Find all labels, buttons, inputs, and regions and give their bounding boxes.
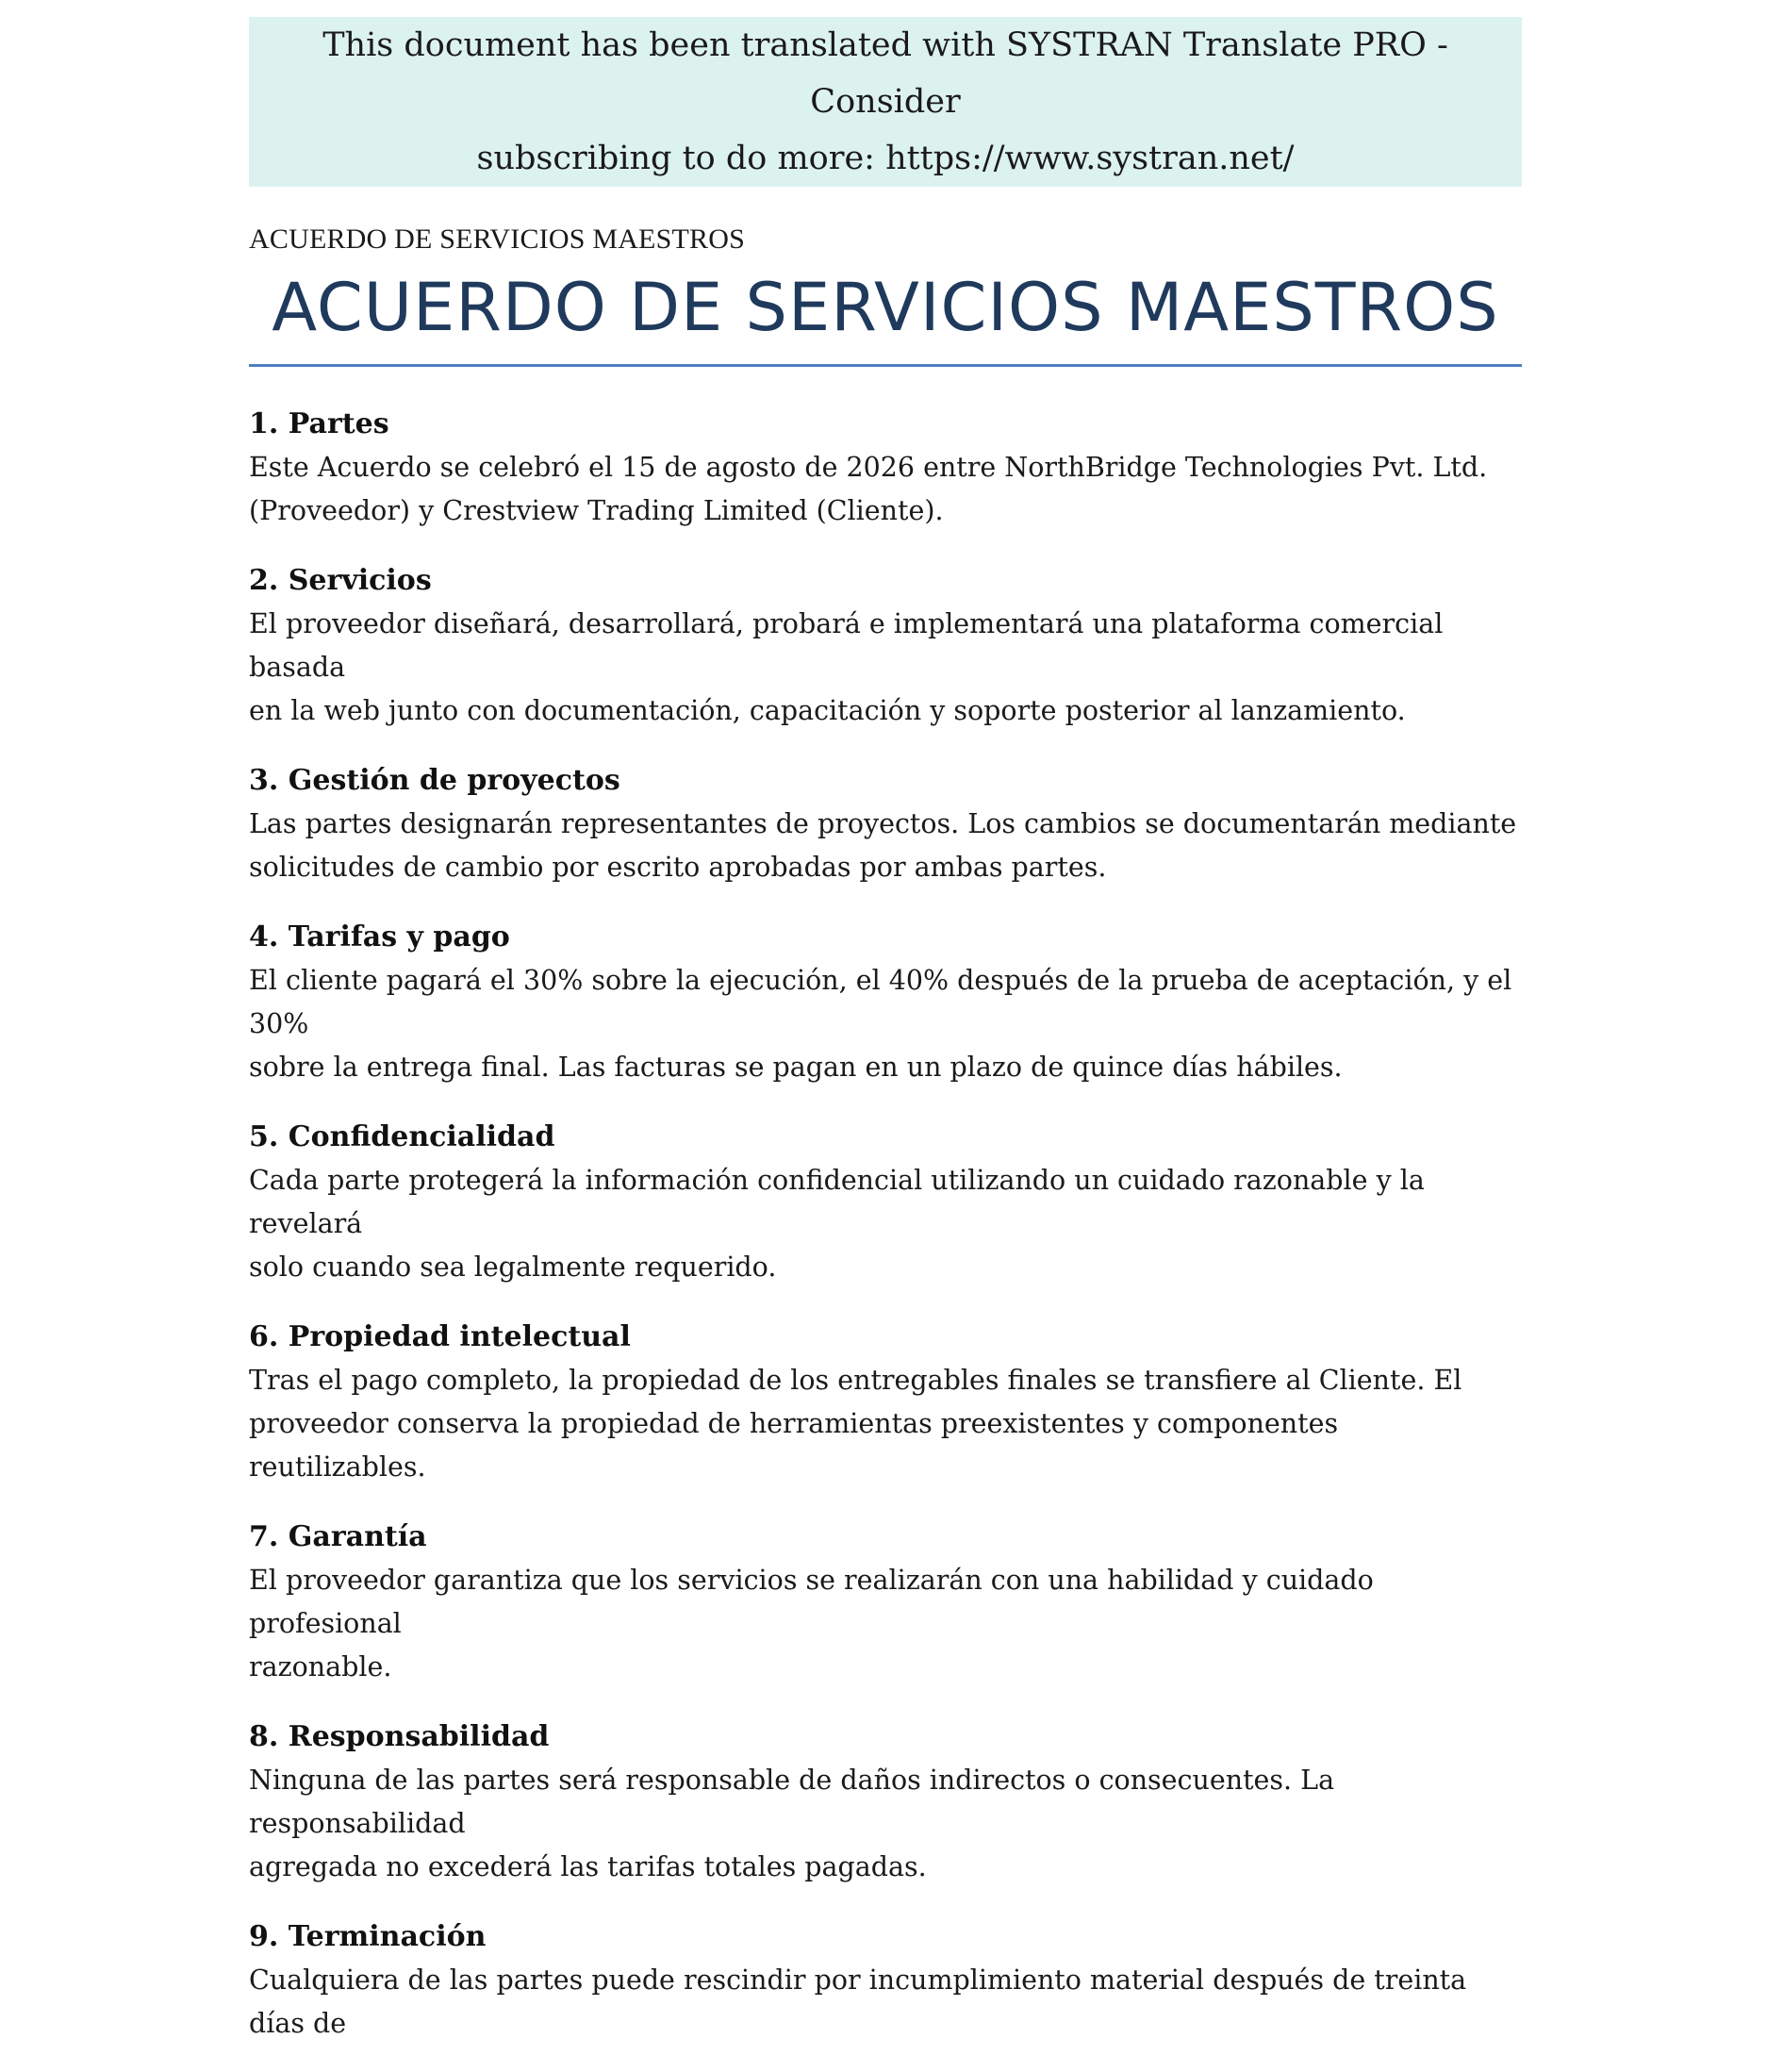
document-page <box>249 17 1522 2072</box>
section-line: Ninguna de las partes será responsable de daños indirectos o consecuentes. La responsabilidad <box>249 1765 1335 1839</box>
section-line: solo cuando sea legalmente requerido. <box>249 1251 777 1283</box>
section-line: (Proveedor) y Crestview Trading Limited (Cliente). <box>249 495 944 526</box>
section-line: El proveedor diseñará, desarrollará, probará e implementará una plataforma comercial basada <box>249 608 1444 683</box>
section-gestion-proyectos <box>249 759 1522 889</box>
section-line: El cliente pagará el 30% sobre la ejecución, el 40% después de la prueba de aceptación, y el 30% <box>249 965 1512 1039</box>
banner-line-2: subscribing to do more: https://www.systran.net/ <box>476 140 1295 177</box>
section-body <box>249 1159 1522 1289</box>
section-body <box>249 803 1522 889</box>
section-body <box>249 1359 1522 1489</box>
section-line: Cualquiera de las partes puede rescindir por incumplimiento material después de treinta días de <box>249 1964 1467 2039</box>
section-line: en la web junto con documentación, capacitación y soporte posterior al lanzamiento. <box>249 695 1406 726</box>
section-line: proveedor conserva la propiedad de herramientas preexistentes y componentes reutilizables. <box>249 1408 1339 1483</box>
section-body <box>249 1559 1522 1689</box>
section-heading: 3. Gestión de proyectos <box>249 764 620 797</box>
section-heading: 8. Responsabilidad <box>249 1720 550 1753</box>
section-line: Las partes designarán representantes de proyectos. Los cambios se documentarán mediante <box>249 808 1517 839</box>
section-body <box>249 446 1522 533</box>
section-body <box>249 603 1522 733</box>
section-body <box>249 1959 1522 2046</box>
section-line: razonable. <box>249 1651 392 1682</box>
section-line: Cada parte protegerá la información confidencial utilizando un cuidado razonable y la revelará <box>249 1165 1425 1239</box>
running-header: ACUERDO DE SERVICIOS MAESTROS <box>249 224 745 255</box>
title-underline <box>249 364 1522 367</box>
section-body <box>249 1759 1522 1889</box>
section-partes <box>249 403 1522 533</box>
section-line: Este Acuerdo se celebró el 15 de agosto de 2026 entre NorthBridge Technologies Pvt. Ltd. <box>249 452 1488 483</box>
section-confidencialidad <box>249 1116 1522 1289</box>
section-terminacion <box>249 1915 1522 2046</box>
section-line: solicitudes de cambio por escrito aprobadas por ambas partes. <box>249 852 1107 883</box>
section-heading: 7. Garantía <box>249 1520 427 1553</box>
section-heading: 4. Tarifas y pago <box>249 920 510 953</box>
section-propiedad-intelectual <box>249 1316 1522 1489</box>
document-title: ACUERDO DE SERVICIOS MAESTROS <box>272 269 1499 346</box>
section-heading: 6. Propiedad intelectual <box>249 1320 631 1353</box>
section-heading: 9. Terminación <box>249 1920 487 1953</box>
section-heading: 2. Servicios <box>249 564 432 597</box>
section-body <box>249 959 1522 1089</box>
section-heading: 1. Partes <box>249 407 389 440</box>
section-servicios <box>249 559 1522 733</box>
translation-banner <box>249 17 1522 187</box>
sections-container <box>249 403 1522 2046</box>
section-line: Tras el pago completo, la propiedad de los entregables finales se transfiere al Cliente. El <box>249 1365 1462 1396</box>
section-responsabilidad <box>249 1716 1522 1889</box>
section-line: El proveedor garantiza que los servicios se realizarán con una habilidad y cuidado profesional <box>249 1565 1374 1639</box>
banner-line-1: This document has been translated with SYSTRAN Translate PRO - Consider <box>322 26 1448 121</box>
section-line: agregada no excederá las tarifas totales pagadas. <box>249 1851 927 1882</box>
section-heading: 5. Confidencialidad <box>249 1120 555 1153</box>
section-garantia <box>249 1516 1522 1689</box>
section-tarifas-pago <box>249 916 1522 1089</box>
section-line: sobre la entrega final. Las facturas se pagan en un plazo de quince días hábiles. <box>249 1052 1343 1083</box>
